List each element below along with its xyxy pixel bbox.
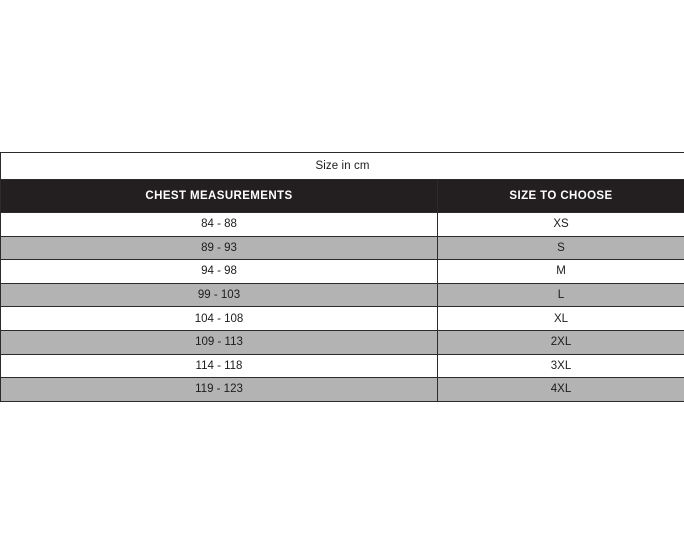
table-row: [1, 307, 684, 331]
size-chart-table: [0, 152, 684, 402]
cell-size: L: [438, 283, 684, 307]
cell-chest: 119 - 123: [1, 378, 438, 402]
cell-chest: 109 - 113: [1, 330, 438, 354]
column-header-chest: CHEST MEASUREMENTS: [1, 180, 438, 213]
cell-chest: 89 - 93: [1, 236, 438, 260]
table-header-row: [1, 180, 684, 213]
table-row: [1, 283, 684, 307]
table-row: [1, 378, 684, 402]
cell-size: S: [438, 236, 684, 260]
table-caption-row: [1, 153, 684, 180]
cell-size: 4XL: [438, 378, 684, 402]
cell-size: XS: [438, 213, 684, 237]
table-row: [1, 236, 684, 260]
table-row: [1, 354, 684, 378]
cell-chest: 94 - 98: [1, 260, 438, 284]
table-row: [1, 260, 684, 284]
table-row: [1, 213, 684, 237]
size-chart-container: [0, 152, 684, 402]
cell-size: XL: [438, 307, 684, 331]
cell-chest: 114 - 118: [1, 354, 438, 378]
table-caption: Size in cm: [1, 153, 684, 180]
column-header-size: SIZE TO CHOOSE: [438, 180, 684, 213]
cell-size: 3XL: [438, 354, 684, 378]
cell-size: 2XL: [438, 330, 684, 354]
cell-chest: 99 - 103: [1, 283, 438, 307]
cell-chest: 104 - 108: [1, 307, 438, 331]
cell-chest: 84 - 88: [1, 213, 438, 237]
cell-size: M: [438, 260, 684, 284]
table-row: [1, 330, 684, 354]
